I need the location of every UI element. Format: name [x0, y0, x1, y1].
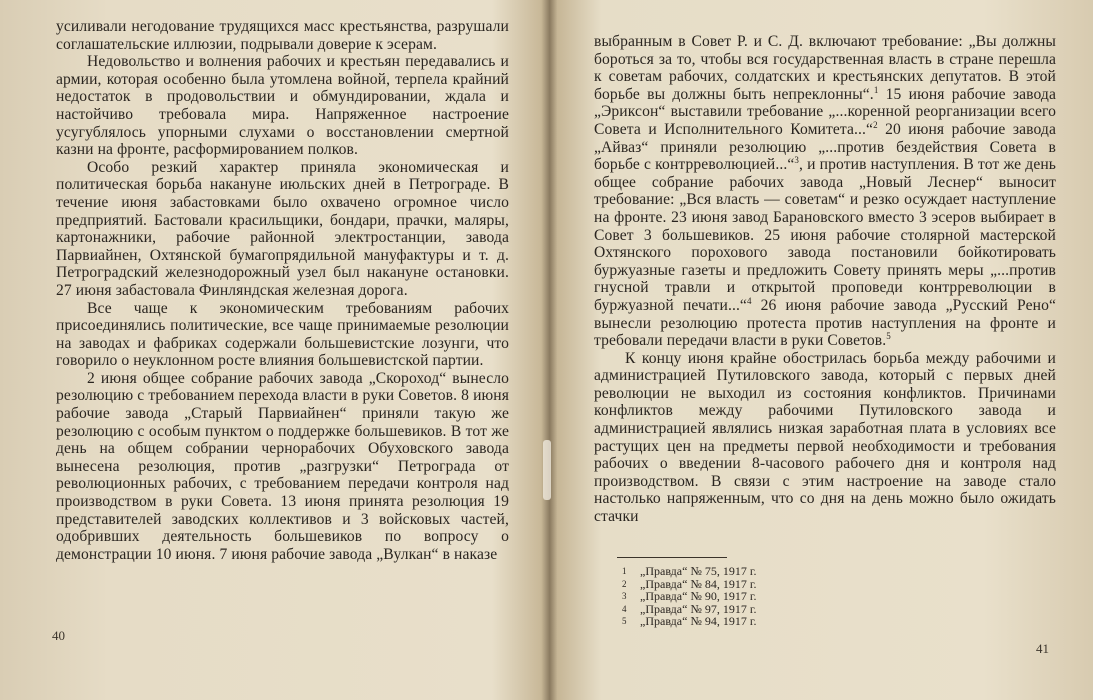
footnote [622, 565, 922, 578]
right-page [552, 0, 1093, 700]
text-span: 15 июня рабочие завода „Эриксон“ выставили требование „...коренной реорганизации всего Совета и Исполнительного Комитета...“ [594, 85, 1056, 138]
page-number-right: 41 [1036, 641, 1049, 656]
footnote-text: „Правда“ № 90, 1917 г. [640, 589, 757, 604]
right-page-text [594, 33, 1056, 526]
text-span: 20 июня рабочие завода „Айваз“ приняли резолюцию „...против бездействия Совета в борьбе с контрреволюцией...“ [594, 120, 1056, 174]
paragraph: Все чаще к экономическим требованиям рабочих присоединялись политические, все чаще принимаемые резолюции на заводах и фабриках содержали большевистские лозунги, что говорило о неуклонном росте влияния большевистской партии. [56, 299, 509, 370]
footnote-ref: 4 [746, 295, 752, 306]
text-span: , и против наступления. В тот же день общее собрание рабочих завода „Новый Леснер“ выносит требование: „Вся власть — советам“ и резко осуждает наступление на фронте. 23 июня завод Барановского вместо 3 эсеров выбирает в Совет 3 большевиков. 25 июня рабочие столярной мастерской Охтянского порохового завода постановили бойкотировать буржуазные газеты и предложить Совету принять меры „...против гнусной травли и открытой проповеди контрреволюции в буржуазной печати...“ [594, 156, 1057, 314]
footnote-divider [617, 557, 727, 558]
text-span: 26 июня рабочие завода „Русский Рено“ вынесли резолюцию протеста против наступления на фронте и требовали передачи власти в руки Советов. [594, 296, 1056, 350]
paragraph: усиливали негодование трудящихся масс крестьянства, разрушали соглашательские иллюзии, подрывали доверие к эсерам. [56, 18, 509, 53]
footnote-text: „Правда“ № 97, 1917 г. [640, 601, 757, 616]
footnote [622, 615, 922, 628]
text-span: выбранным в Совет Р. и С. Д. включают требование: „Вы должны бороться за то, чтобы вся государственная власть в стране перешла к советам рабочих, солдатских и крестьянских депутатов. В этой борьбе вы должны быть непреклонны“. [594, 33, 1056, 103]
footnote-ref: 5 [886, 330, 891, 341]
footnote [622, 590, 922, 603]
footnote-text: „Правда“ № 84, 1917 г. [640, 576, 757, 591]
left-page-text [56, 18, 509, 563]
left-page [0, 0, 546, 700]
paragraph: Недовольство и волнения рабочих и крестьян передавались и армии, которая особенно была утомлена войной, терпела крайний недостаток в продовольствии и обмундировании, ждала и настойчиво требовала мира. Напряженное настроение усугублялось упорными слухами о восстановлении смертной казни на фронте, расформированием полков. [56, 53, 509, 159]
footnotes [622, 565, 922, 628]
footnote-ref: 2 [873, 119, 878, 130]
paragraph: Особо резкий характер приняла экономическая и политическая борьба накануне июльских дней в Петрограде. В течение июня забастовками было охвачено огромное число предприятий. Бастовали красильщики, бондари, прачки, маляры, картонажники, рабочие районной электростанции, завода Парвиайнен, Охтянской бумагопрядильной мануфактуры и т. д. Петроградский железнодорожный узел был накануне остановки. 27 июня забастовала Финляндская железная дорога. [56, 158, 509, 299]
paragraph: 2 июня общее собрание рабочих завода „Скороход“ вынесло резолюцию с требованием перехода власти в руки Советов. 8 июня рабочие завода „Старый Парвиайнен“ приняли такую же резолюцию с особым пунктом о поддержке большевиков. В тот же день на общем собрании чернорабочих Обуховского завода вынесена резолюция, против „разгрузки“ Петрограда от революционных рабочих, с требованием передачи контроля над производством в руки Совета. 13 июня принята резолюция 19 представителей заводских коллективов и 3 войсковых частей, одобривших деятельность большевиков по вопросу о демонстрации 10 июня. 7 июня рабочие завода „Вулкан“ в наказе [56, 369, 509, 563]
spine-staple [543, 440, 551, 500]
footnote-number: 2 [622, 578, 627, 589]
paragraph: К концу июня крайне обострилась борьба между рабочими и администрацией Путиловского завода, который с первых дней революции не выходил из состояния конфликтов. Причинами конфликтов между рабочими Путиловского завода и администрацией являлись низкая заработная плата в условиях все растущих цен на предметы первой необходимости и требования рабочих о введении 8-часового рабочего дня и контроля над производством. В связи с этим настроение на заводе стало настолько напряженным, что со дня на день можно было ожидать стачки [594, 349, 1056, 526]
footnote-number: 5 [622, 616, 627, 627]
footnote-ref: 3 [794, 154, 799, 165]
footnote-number: 3 [622, 591, 627, 602]
footnote-number: 1 [622, 566, 627, 576]
footnote-number: 4 [622, 603, 627, 614]
footnote-text: „Правда“ № 75, 1917 г. [640, 564, 757, 578]
page-number-left: 40 [52, 628, 65, 643]
footnote-text: „Правда“ № 94, 1917 г. [640, 614, 757, 629]
footnote-ref: 1 [873, 84, 879, 95]
paragraph [594, 33, 1056, 350]
